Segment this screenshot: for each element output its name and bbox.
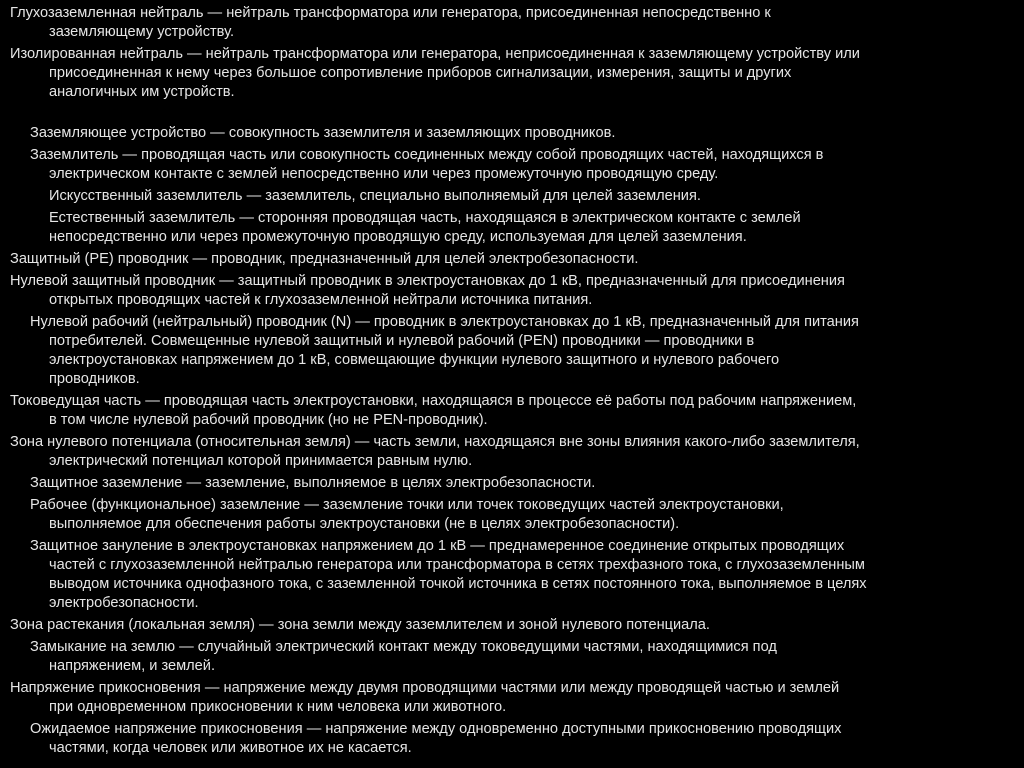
definition-spreading-zone: Зона растекания (локальная земля) — зона земли между заземлителем и зоной нулевого потенциала. — [10, 617, 710, 633]
definition-protective-grounding: Защитное заземление — заземление, выполняемое в целях электробезопасности. — [30, 475, 596, 491]
definition-neutral-working-conductor: Нулевой рабочий (нейтральный) проводник (N) — проводник в электроустановках до 1 кВ, предназначенный для питания потребителей. Совмещенные нулевой защитный и нулевой рабочий (PEN) проводники — проводники в электроустановках напряжением до 1 кВ, совмещающие функции нулевого защитного и нулевого рабочего проводников. — [30, 314, 859, 387]
definition-touch-voltage: Напряжение прикосновения — напряжение между двумя проводящими частями или между проводящей частью и землей при одновременном прикосновении к ним человека или животного. — [10, 680, 840, 715]
definition-expected-touch-voltage: Ожидаемое напряжение прикосновения — напряжение между одновременно доступными прикосновению проводящих частями, когда человек или животное их не касается. — [30, 721, 842, 756]
definition-artificial-electrode: Искусственный заземлитель — заземлитель, специально выполняемый для целей заземления. — [49, 188, 701, 204]
definition-protective-zeroing: Защитное зануление в электроустановках напряжением до 1 кВ — преднамеренное соединение открытых проводящих частей с глухозаземленной нейтралью генератора или трансформатора в сетях трехфазного тока, с глухозаземленным выводом источника однофазного тока, с заземленной точкой источника в сетях постоянного тока, выполняемое в целях электробезопасности. — [30, 538, 867, 611]
definition-functional-grounding: Рабочее (функциональное) заземление — заземление точки или точек токоведущих частей электроустановки, выполняемое для обеспечения работы электроустановки (не в целях электробезопасности). — [30, 497, 784, 532]
definition-isolated-neutral: Изолированная нейтраль — нейтраль трансформатора или генератора, неприсоединенная к заземляющему устройству или присоединенная к нему через большое сопротивление приборов сигнализации, измерения, защиты и других аналогичных им устройств. — [10, 46, 860, 100]
definition-zero-potential-zone: Зона нулевого потенциала (относительная земля) — часть земли, находящаяся вне зоны влияния какого-либо заземлителя, электрический потенциал которой принимается равным нулю. — [10, 434, 860, 469]
definition-ground-fault: Замыкание на землю — случайный электрический контакт между токоведущими частями, находящимися под напряжением, и землей. — [30, 639, 777, 674]
definition-solidly-grounded-neutral: Глухозаземленная нейтраль — нейтраль трансформатора или генератора, присоединенная непосредственно к заземляющему устройству. — [10, 5, 771, 40]
definition-pe-conductor: Защитный (PE) проводник — проводник, предназначенный для целей электробезопасности. — [10, 251, 639, 267]
definition-grounding-device: Заземляющее устройство — совокупность заземлителя и заземляющих проводников. — [30, 125, 616, 141]
definition-ground-electrode: Заземлитель — проводящая часть или совокупность соединенных между собой проводящих частей, находящихся в электрическом контакте с землей непосредственно или через промежуточную проводящую среду. — [30, 147, 824, 182]
definition-neutral-protective-conductor: Нулевой защитный проводник — защитный проводник в электроустановках до 1 кВ, предназначенный для присоединения открытых проводящих частей к глухозаземленной нейтрали источника питания. — [10, 273, 845, 308]
paragraph-gap — [0, 105, 1024, 124]
definition-live-part: Токоведущая часть — проводящая часть электроустановки, находящаяся в процессе её работы под рабочим напряжением, в том числе нулевой рабочий проводник (но не PEN-проводник). — [10, 393, 857, 428]
definition-natural-electrode: Естественный заземлитель — сторонняя проводящая часть, находящаяся в электрическом контакте с землей непосредственно или через промежуточную проводящую среду, используемая для целей заземления. — [49, 210, 801, 245]
